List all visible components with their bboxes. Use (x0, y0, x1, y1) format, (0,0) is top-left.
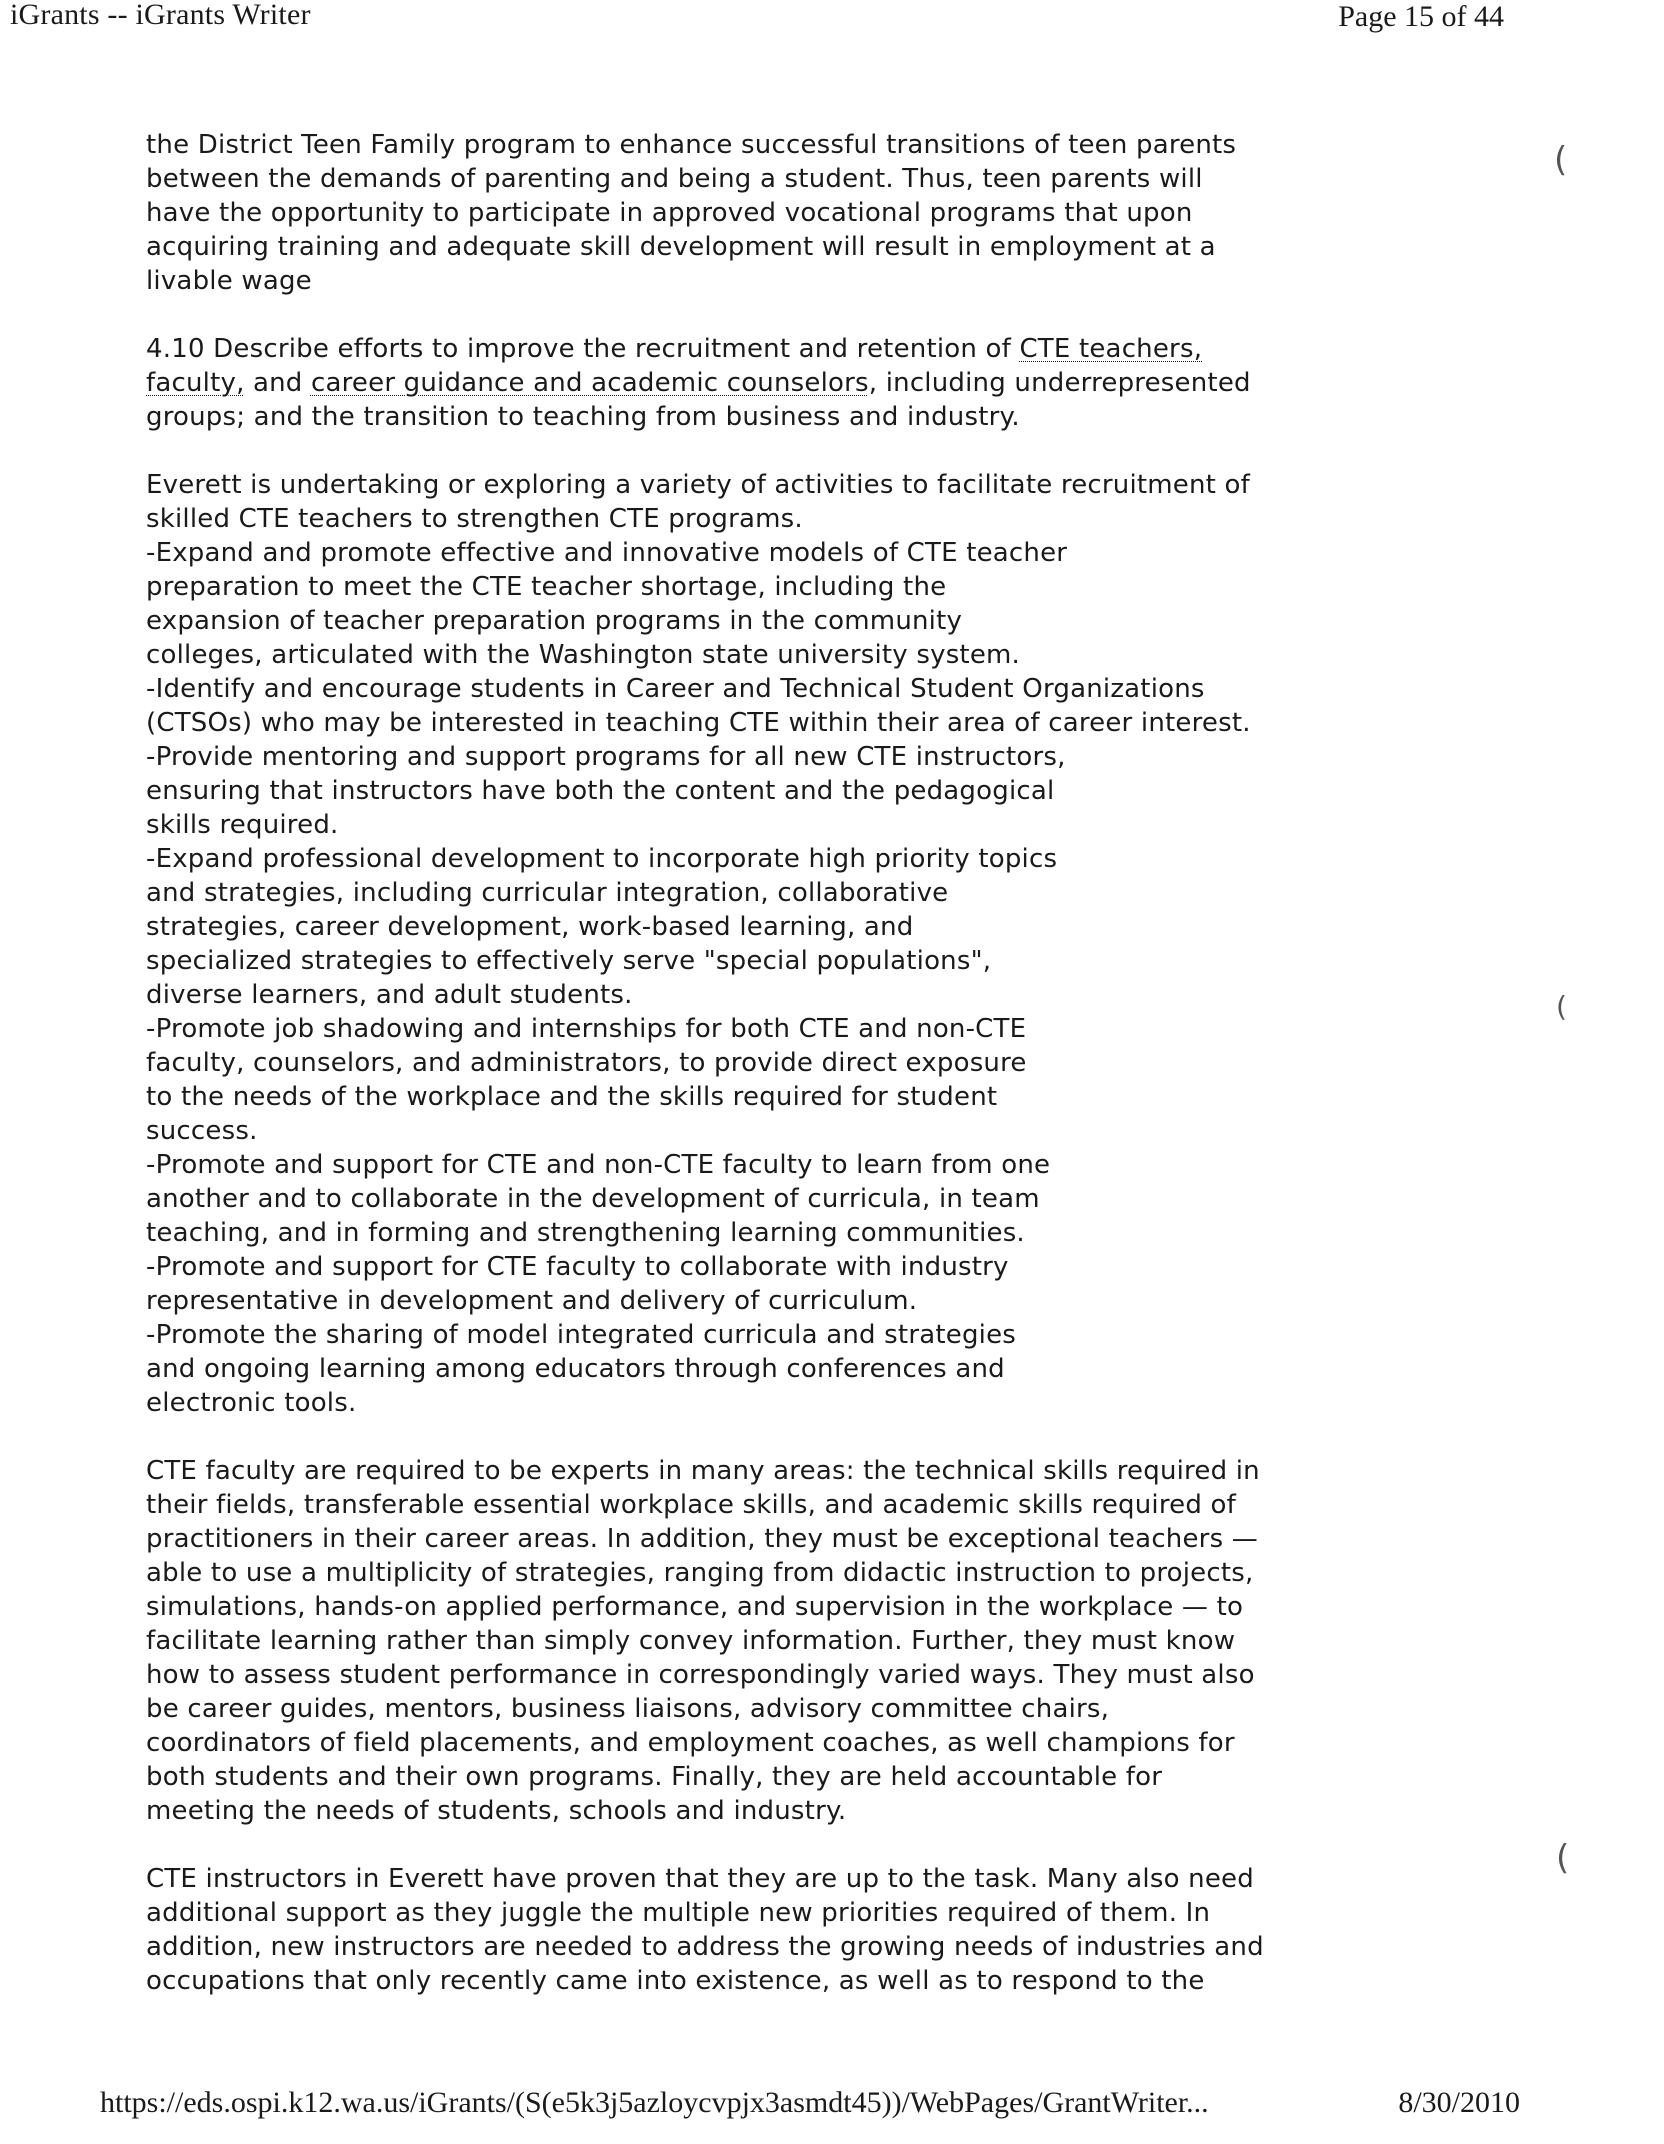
text-line: the District Teen Family program to enhance successful transitions of teen parents (146, 130, 1237, 160)
text-line: success. (146, 1116, 258, 1146)
text-line: strategies, career development, work-based learning, and (146, 912, 914, 942)
text-line: CTE faculty are required to be experts in many areas: the technical skills required in (146, 1456, 1260, 1486)
text-line: their fields, transferable essential workplace skills, and academic skills required of (146, 1490, 1237, 1520)
text-line: -Identify and encourage students in Career and Technical Student Organizations (146, 674, 1205, 704)
text-line: be career guides, mentors, business liaisons, advisory committee chairs, (146, 1694, 1110, 1724)
text-line: Everett is undertaking or exploring a variety of activities to facilitate recruitment of (146, 470, 1250, 500)
text-line: simulations, hands-on applied performance, and supervision in the workplace — to (146, 1592, 1244, 1622)
paragraph-cte-faculty (146, 1454, 1366, 1828)
text-line: have the opportunity to participate in approved vocational programs that upon (146, 198, 1193, 228)
text-line: expansion of teacher preparation programs in the community (146, 606, 963, 636)
text-line: meeting the needs of students, schools and industry. (146, 1796, 847, 1826)
text-line: colleges, articulated with the Washington state university system. (146, 640, 1021, 670)
text-line: and ongoing learning among educators through conferences and (146, 1354, 1005, 1384)
text-line: -Promote the sharing of model integrated curricula and strategies (146, 1320, 1017, 1350)
question-line (146, 366, 1366, 400)
glossary-link-faculty[interactable]: faculty, (146, 368, 245, 398)
page-number: Page 15 of 44 (1338, 0, 1504, 33)
text-line: -Promote job shadowing and internships for both CTE and non-CTE (146, 1014, 1027, 1044)
text-line: -Provide mentoring and support programs for all new CTE instructors, (146, 742, 1066, 772)
page-title: iGrants -- iGrants Writer (10, 0, 311, 31)
text-line: -Promote and support for CTE faculty to collaborate with industry (146, 1252, 1009, 1282)
text-line: another and to collaborate in the development of curricula, in team (146, 1184, 1040, 1214)
glossary-link-cte-teachers[interactable]: CTE teachers, (1019, 334, 1203, 364)
question-text: , including underrepresented (868, 368, 1251, 398)
text-line: additional support as they juggle the multiple new priorities required of them. In (146, 1898, 1211, 1928)
text-line: (CTSOs) who may be interested in teaching CTE within their area of career interest. (146, 708, 1251, 738)
text-line: -Promote and support for CTE and non-CTE faculty to learn from one (146, 1150, 1051, 1180)
margin-mark: ( (1556, 1838, 1570, 1878)
text-line: to the needs of the workplace and the skills required for student (146, 1082, 998, 1112)
text-line: facilitate learning rather than simply convey information. Further, they must know (146, 1626, 1236, 1656)
text-line: between the demands of parenting and being a student. Thus, teen parents will (146, 164, 1203, 194)
text-line: and strategies, including curricular integration, collaborative (146, 878, 949, 908)
text-line: preparation to meet the CTE teacher shortage, including the (146, 572, 947, 602)
margin-mark: ( (1556, 990, 1567, 1023)
question-text: and (244, 368, 311, 398)
question-4-10 (146, 332, 1366, 434)
footer-date: 8/30/2010 (1398, 2086, 1520, 2119)
text-line: -Expand professional development to incorporate high priority topics (146, 844, 1058, 874)
text-line: practitioners in their career areas. In addition, they must be exceptional teachers — (146, 1524, 1258, 1554)
text-line: skills required. (146, 810, 339, 840)
text-line: occupations that only recently came into existence, as well as to respond to the (146, 1966, 1205, 1996)
text-line: able to use a multiplicity of strategies, ranging from didactic instruction to projects, (146, 1558, 1254, 1588)
text-line: teaching, and in forming and strengthening learning communities. (146, 1218, 1025, 1248)
text-line: CTE instructors in Everett have proven that they are up to the task. Many also need (146, 1864, 1254, 1894)
question-line (146, 332, 1366, 366)
page-header (0, 0, 1664, 40)
text-line: coordinators of field placements, and employment coaches, as well champions for (146, 1728, 1235, 1758)
document-body (146, 128, 1366, 2032)
paragraph-teen-family (146, 128, 1366, 298)
margin-mark: ( (1554, 140, 1568, 180)
text-line: ensuring that instructors have both the content and the pedagogical (146, 776, 1055, 806)
text-line: how to assess student performance in correspondingly varied ways. They must also (146, 1660, 1255, 1690)
text-line: addition, new instructors are needed to address the growing needs of industries and (146, 1932, 1264, 1962)
question-line: groups; and the transition to teaching from business and industry. (146, 402, 1020, 432)
text-line: skilled CTE teachers to strengthen CTE programs. (146, 504, 803, 534)
text-line: electronic tools. (146, 1388, 357, 1418)
text-line: faculty, counselors, and administrators, to provide direct exposure (146, 1048, 1027, 1078)
text-line: livable wage (146, 266, 312, 296)
text-line: -Expand and promote effective and innovative models of CTE teacher (146, 538, 1068, 568)
text-line: acquiring training and adequate skill development will result in employment at a (146, 232, 1216, 262)
text-line: specialized strategies to effectively serve "special populations", (146, 946, 992, 976)
paragraph-recruitment (146, 468, 1366, 1420)
text-line: diverse learners, and adult students. (146, 980, 633, 1010)
glossary-link-counselors[interactable]: career guidance and academic counselors (310, 368, 869, 398)
question-text: 4.10 Describe efforts to improve the recruitment and retention of (146, 334, 1020, 364)
text-line: both students and their own programs. Finally, they are held accountable for (146, 1762, 1163, 1792)
page-footer (100, 2086, 1520, 2126)
text-line: representative in development and delivery of curriculum. (146, 1286, 918, 1316)
footer-url: https://eds.ospi.k12.wa.us/iGrants/(S(e5k3j5azloycvpjx3asmdt45))/WebPages/GrantWriter... (100, 2086, 1209, 2119)
paragraph-cte-instructors (146, 1862, 1366, 1998)
